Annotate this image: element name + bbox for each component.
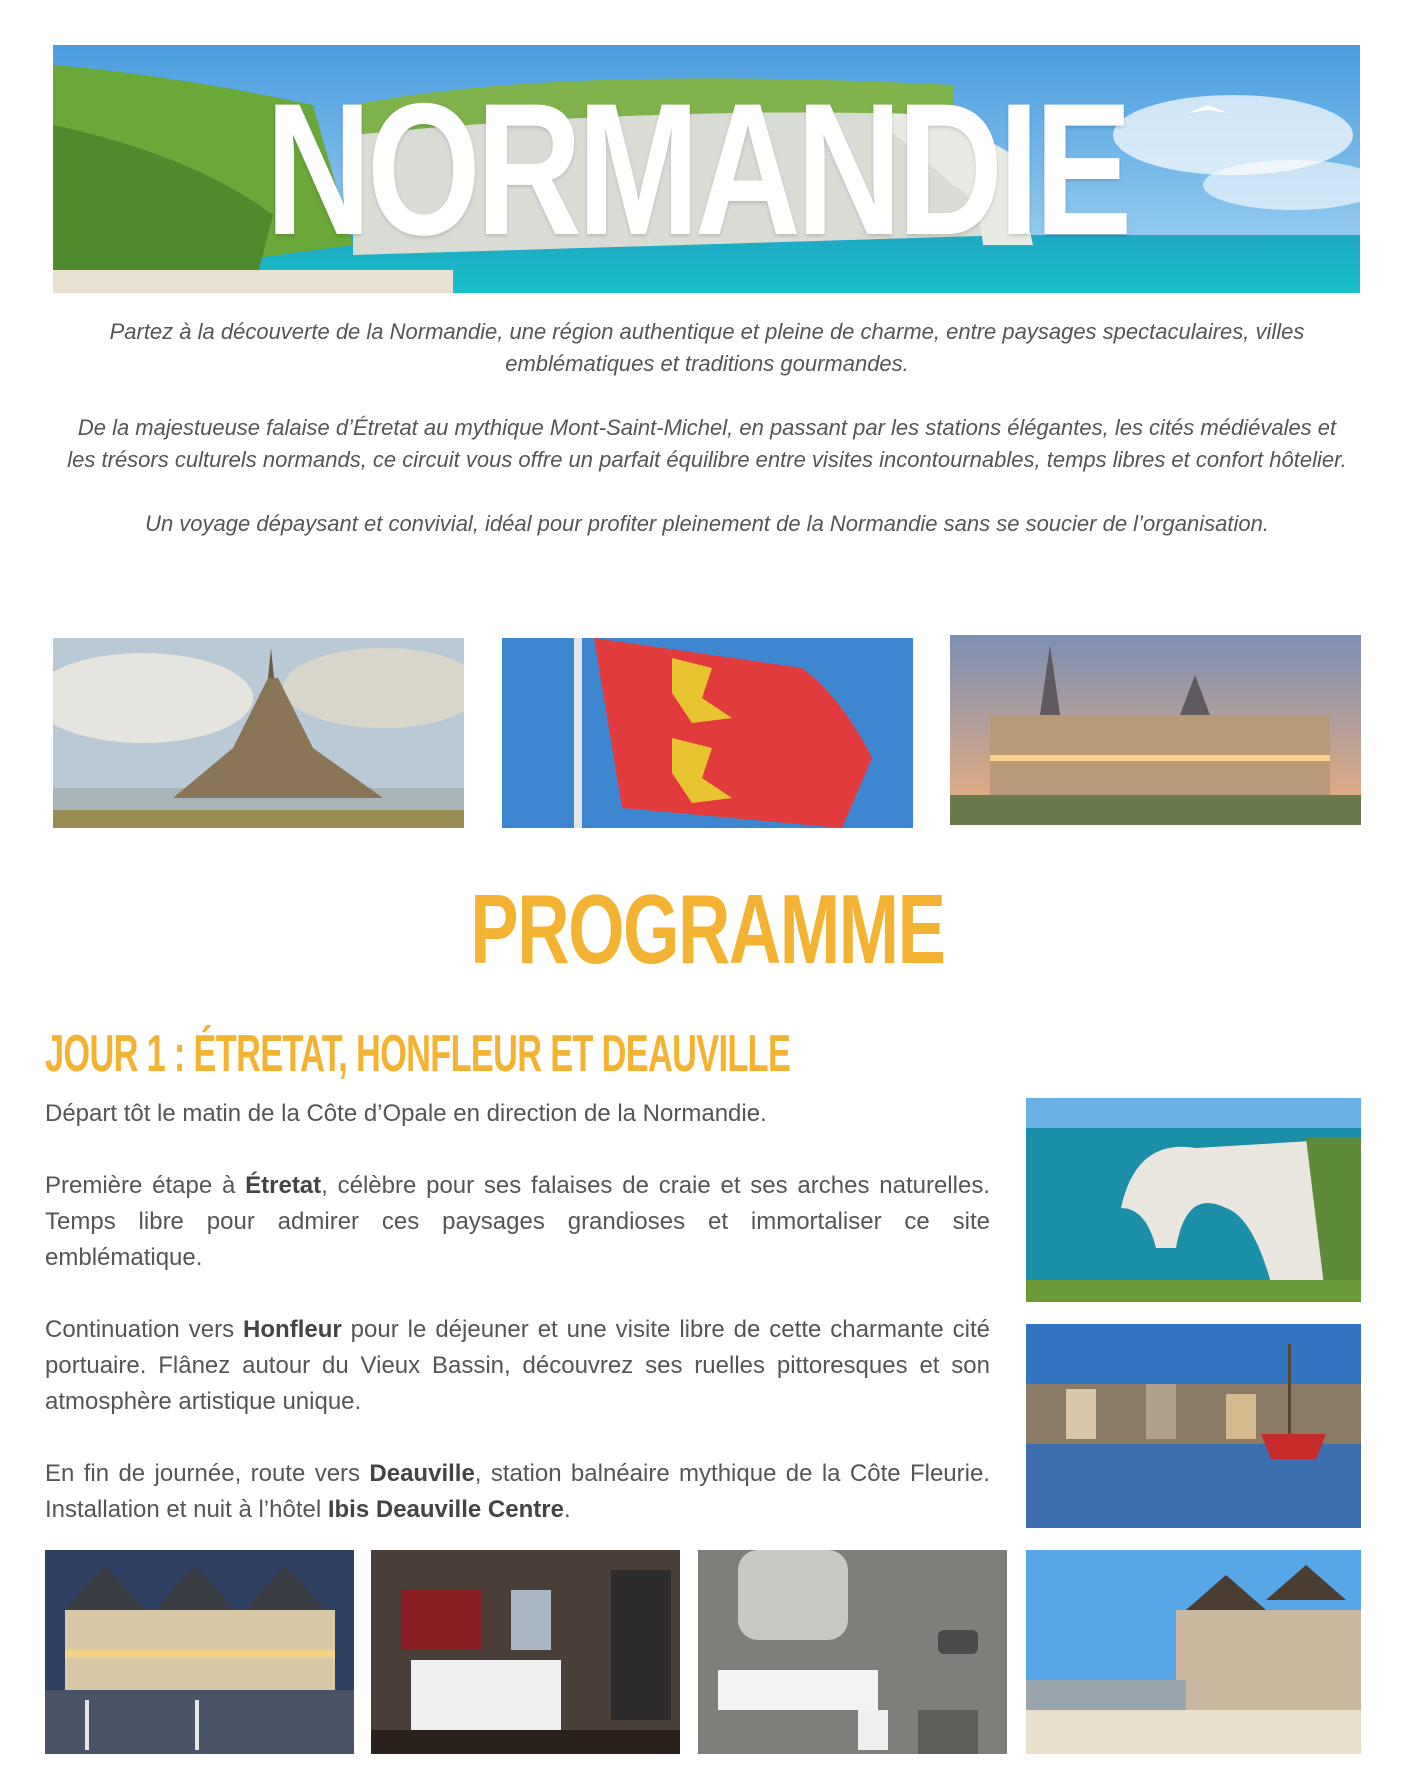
place-deauville: Deauville — [369, 1460, 475, 1487]
day1-title: JOUR 1 : ÉTRETAT, HONFLEUR ET DEAUVILLE — [45, 1025, 791, 1083]
intro-paragraph: Partez à la découverte de la Normandie, une région authentique et pleine de charme, entre paysages spectaculaires, villes emblématiques et traditions gourmandes. — [109, 319, 1305, 376]
photo-benedictine-palace — [950, 635, 1361, 825]
photo-deauville-villas — [1026, 1550, 1361, 1754]
day1-paragraph-2: Première étape à Étretat, célèbre pour ses falaises de craie et ses arches naturelles. Temps libre pour admirer ces paysages grandioses et immortaliser ce site emblématique. — [45, 1172, 990, 1271]
hotel-name: Ibis Deauville Centre — [327, 1496, 564, 1523]
banner-title: NORMANDIE — [265, 64, 1128, 274]
photo-hotel-exterior — [45, 1550, 354, 1754]
photo-normandy-flag — [502, 638, 913, 828]
photo-hotel-bathroom — [698, 1550, 1007, 1754]
programme-title: PROGRAMME — [469, 874, 945, 984]
intro-paragraph: Un voyage dépaysant et convivial, idéal pour profiter pleinement de la Normandie sans se soucier de l’organisation. — [145, 511, 1269, 536]
day1-paragraph-4: En fin de journée, route vers Deauville, station balnéaire mythique de la Côte Fleurie. Installation et nuit à l’hôtel Ibis Deauville Centre. — [45, 1460, 990, 1523]
photo-etretat-arch — [1026, 1098, 1361, 1302]
photo-honfleur-harbour — [1026, 1324, 1361, 1528]
intro-paragraph: De la majestueuse falaise d’Étretat au mythique Mont-Saint-Michel, en passant par les stations élégantes, les cités médiévales et les trésors culturels normands, ce circuit vous offre un parfait équilibre entre visites incontournables, temps libres et confort hôtelier. — [67, 415, 1347, 472]
place-etretat: Étretat — [245, 1172, 322, 1199]
day1-description — [45, 1096, 990, 1564]
day1-paragraph-3: Continuation vers Honfleur pour le déjeuner et une visite libre de cette charmante cité portuaire. Flânez autour du Vieux Bassin, découvrez ses ruelles pittoresques et son atmosphère artistique unique. — [45, 1316, 990, 1415]
day1-paragraph-1: Départ tôt le matin de la Côte d’Opale en direction de la Normandie. — [45, 1100, 767, 1127]
place-honfleur: Honfleur — [243, 1316, 342, 1343]
banner — [53, 45, 1360, 293]
photo-mont-saint-michel — [53, 638, 464, 828]
intro-text — [62, 316, 1352, 572]
photo-hotel-room — [371, 1550, 680, 1754]
